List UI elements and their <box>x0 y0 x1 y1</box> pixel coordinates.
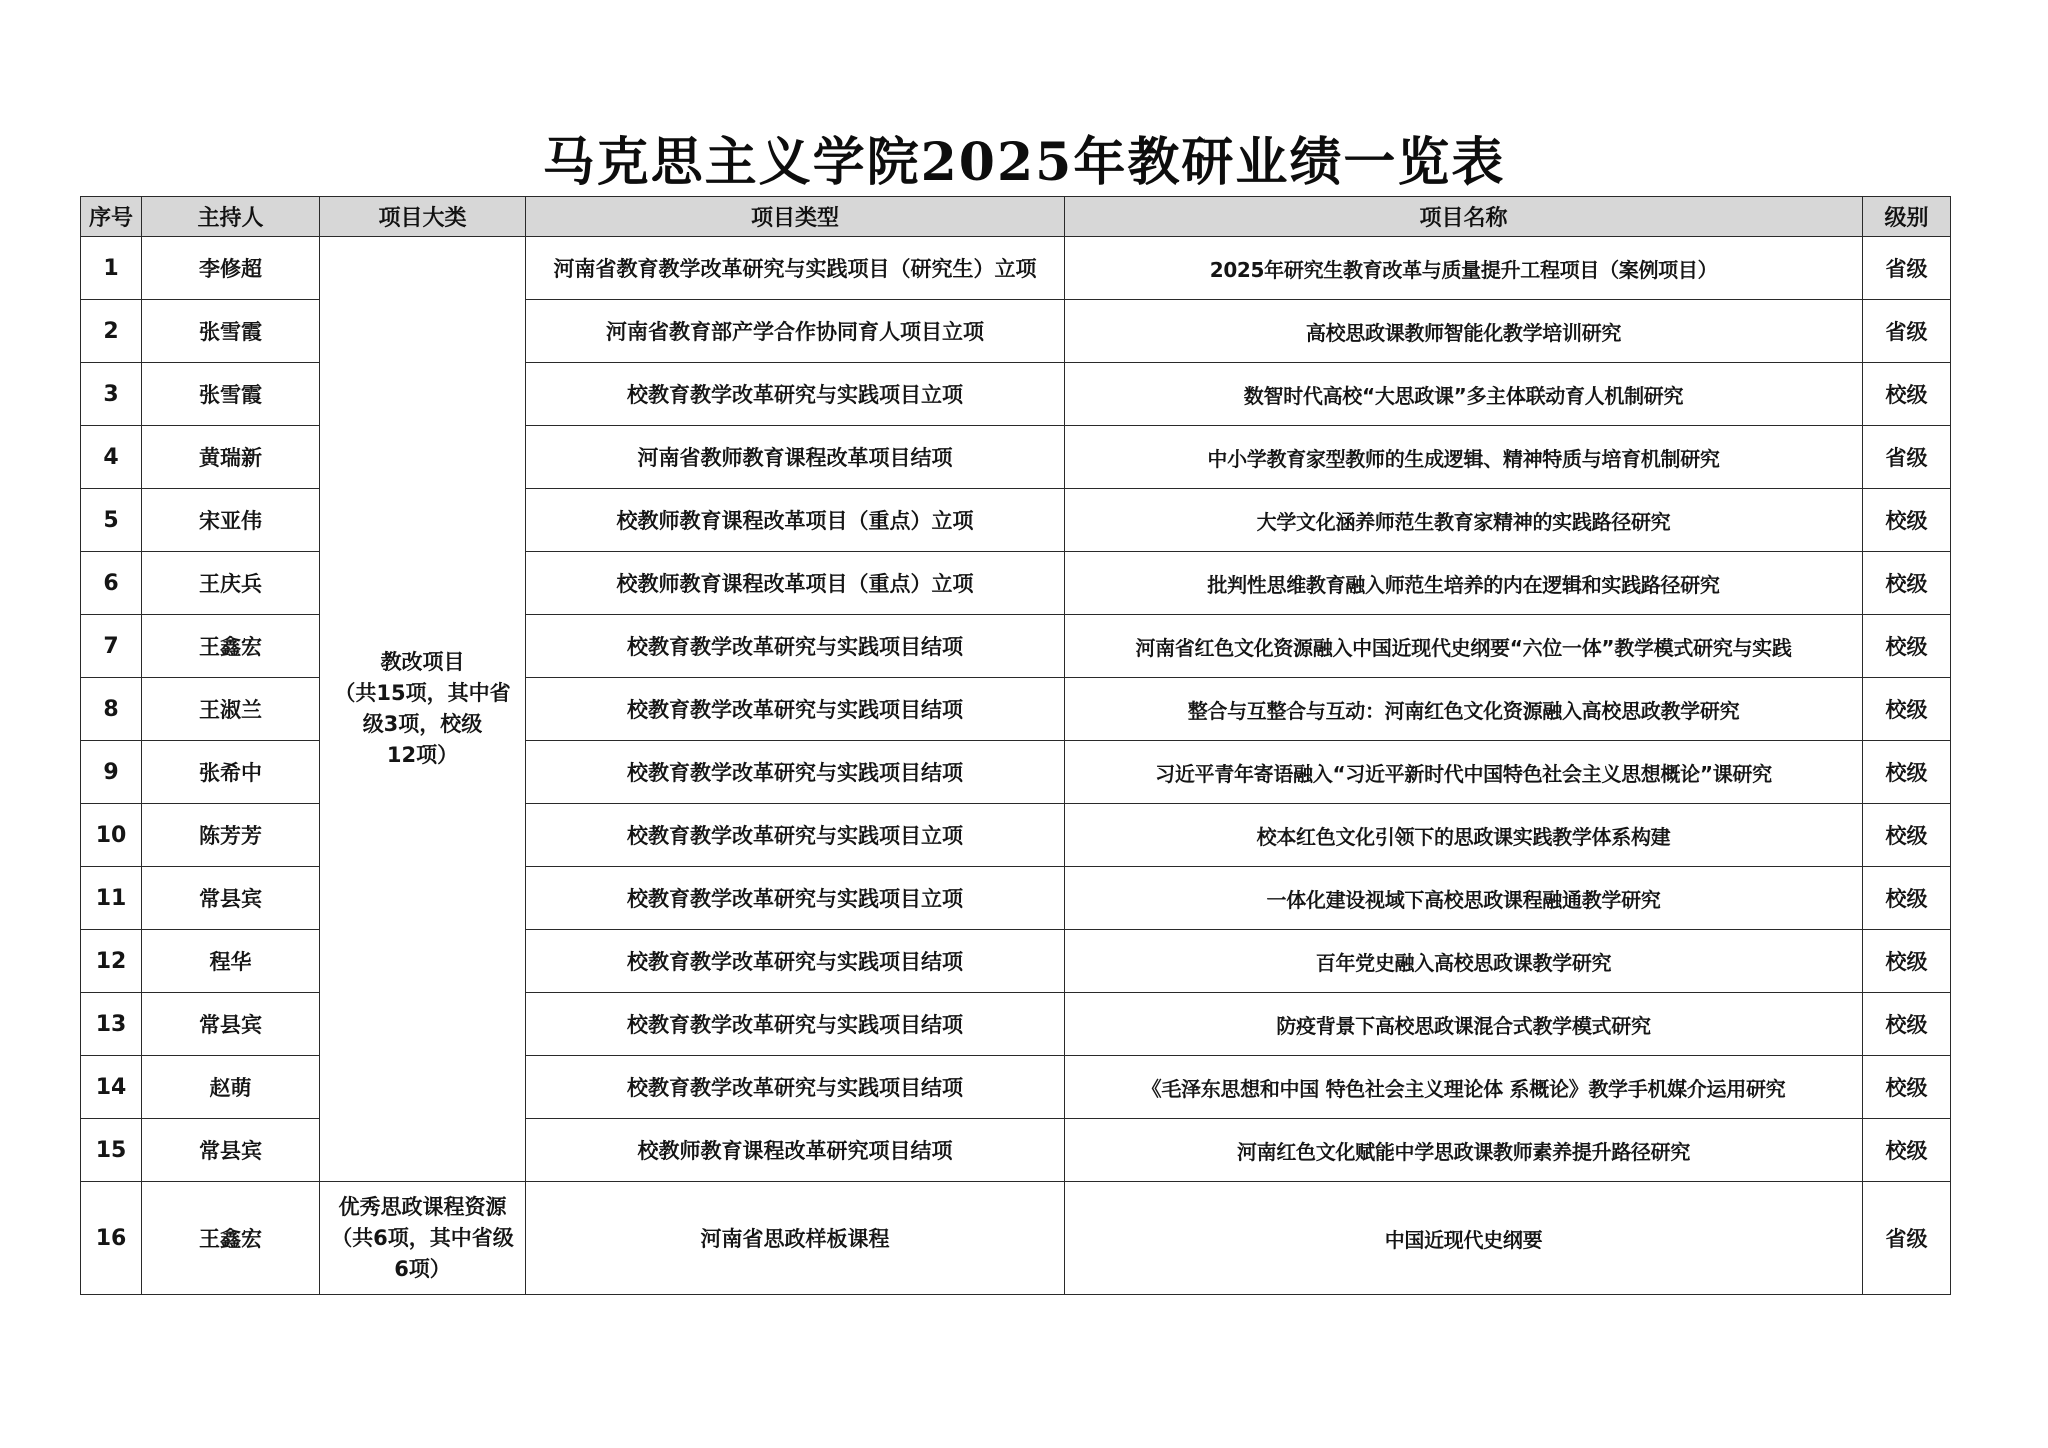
row-host: 宋亚伟 <box>142 489 320 552</box>
row-type: 校教育教学改革研究与实践项目立项 <box>526 804 1065 867</box>
row-project-name: 校本红色文化引领下的思政课实践教学体系构建 <box>1065 804 1863 867</box>
category-reform-line: 级3项，校级 <box>362 712 483 736</box>
row-type: 河南省思政样板课程 <box>526 1182 1065 1295</box>
row-index: 7 <box>81 615 142 678</box>
row-level: 校级 <box>1863 993 1951 1056</box>
category-course <box>320 1182 526 1295</box>
row-index: 11 <box>81 867 142 930</box>
row-index: 9 <box>81 741 142 804</box>
category-reform-line: 12项） <box>386 743 459 767</box>
row-project-name: 百年党史融入高校思政课教学研究 <box>1065 930 1863 993</box>
row-level: 校级 <box>1863 1119 1951 1182</box>
row-index: 13 <box>81 993 142 1056</box>
row-project-name: 大学文化涵养师范生教育家精神的实践路径研究 <box>1065 489 1863 552</box>
row-type: 校教师教育课程改革项目（重点）立项 <box>526 552 1065 615</box>
row-host: 王淑兰 <box>142 678 320 741</box>
row-level: 省级 <box>1863 300 1951 363</box>
row-host: 李修超 <box>142 237 320 300</box>
category-course-line: 6项） <box>394 1256 451 1281</box>
row-project-name: 数智时代高校“大思政课”多主体联动育人机制研究 <box>1065 363 1863 426</box>
row-project-name: 河南省红色文化资源融入中国近现代史纲要“六位一体”教学模式研究与实践 <box>1065 615 1863 678</box>
row-index: 8 <box>81 678 142 741</box>
row-project-name: 中国近现代史纲要 <box>1065 1182 1863 1295</box>
header-type: 项目类型 <box>526 197 1065 237</box>
row-host: 黄瑞新 <box>142 426 320 489</box>
row-host: 王庆兵 <box>142 552 320 615</box>
row-type: 河南省教育教学改革研究与实践项目（研究生）立项 <box>526 237 1065 300</box>
row-index: 3 <box>81 363 142 426</box>
row-level: 校级 <box>1863 363 1951 426</box>
row-level: 校级 <box>1863 930 1951 993</box>
row-level: 校级 <box>1863 804 1951 867</box>
row-index: 4 <box>81 426 142 489</box>
row-type: 校教师教育课程改革研究项目结项 <box>526 1119 1065 1182</box>
row-project-name: 整合与互整合与互动：河南红色文化资源融入高校思政教学研究 <box>1065 678 1863 741</box>
row-level: 省级 <box>1863 1182 1951 1295</box>
row-project-name: 一体化建设视域下高校思政课程融通教学研究 <box>1065 867 1863 930</box>
header-row <box>81 197 1951 237</box>
table-row <box>81 237 1951 300</box>
row-index: 16 <box>81 1182 142 1295</box>
row-level: 校级 <box>1863 489 1951 552</box>
header-name: 项目名称 <box>1065 197 1863 237</box>
row-level: 省级 <box>1863 426 1951 489</box>
row-level: 校级 <box>1863 1056 1951 1119</box>
row-type: 校教育教学改革研究与实践项目结项 <box>526 930 1065 993</box>
row-type: 校教育教学改革研究与实践项目结项 <box>526 1056 1065 1119</box>
row-level: 校级 <box>1863 678 1951 741</box>
row-index: 5 <box>81 489 142 552</box>
header-index: 序号 <box>81 197 142 237</box>
row-type: 校教育教学改革研究与实践项目结项 <box>526 993 1065 1056</box>
row-project-name: 批判性思维教育融入师范生培养的内在逻辑和实践路径研究 <box>1065 552 1863 615</box>
row-host: 赵萌 <box>142 1056 320 1119</box>
row-index: 12 <box>81 930 142 993</box>
row-index: 14 <box>81 1056 142 1119</box>
row-index: 1 <box>81 237 142 300</box>
header-level: 级别 <box>1863 197 1951 237</box>
row-level: 校级 <box>1863 615 1951 678</box>
row-level: 校级 <box>1863 552 1951 615</box>
row-type: 校教育教学改革研究与实践项目结项 <box>526 741 1065 804</box>
row-host: 常县宾 <box>142 1119 320 1182</box>
row-host: 张雪霞 <box>142 363 320 426</box>
row-index: 10 <box>81 804 142 867</box>
row-host: 王鑫宏 <box>142 615 320 678</box>
row-level: 省级 <box>1863 237 1951 300</box>
category-course-line: （共6项，其中省级 <box>331 1225 514 1250</box>
row-level: 校级 <box>1863 867 1951 930</box>
row-host: 程华 <box>142 930 320 993</box>
row-type: 校教育教学改革研究与实践项目结项 <box>526 678 1065 741</box>
row-project-name: 中小学教育家型教师的生成逻辑、精神特质与培育机制研究 <box>1065 426 1863 489</box>
row-type: 校教育教学改革研究与实践项目结项 <box>526 615 1065 678</box>
header-category: 项目大类 <box>320 197 526 237</box>
row-type: 校教育教学改革研究与实践项目立项 <box>526 867 1065 930</box>
category-reform-line: 教改项目 <box>380 650 465 674</box>
category-reform <box>320 237 526 1182</box>
row-project-name: 高校思政课教师智能化教学培训研究 <box>1065 300 1863 363</box>
row-project-name: 习近平青年寄语融入“习近平新时代中国特色社会主义思想概论”课研究 <box>1065 741 1863 804</box>
row-type: 河南省教师教育课程改革项目结项 <box>526 426 1065 489</box>
row-host: 张希中 <box>142 741 320 804</box>
category-reform-line: （共15项，其中省 <box>334 681 511 705</box>
header-host: 主持人 <box>142 197 320 237</box>
table-row <box>81 1182 1951 1295</box>
row-host: 常县宾 <box>142 867 320 930</box>
row-index: 15 <box>81 1119 142 1182</box>
row-type: 校教师教育课程改革项目（重点）立项 <box>526 489 1065 552</box>
row-project-name: 河南红色文化赋能中学思政课教师素养提升路径研究 <box>1065 1119 1863 1182</box>
row-index: 2 <box>81 300 142 363</box>
row-type: 校教育教学改革研究与实践项目立项 <box>526 363 1065 426</box>
row-host: 常县宾 <box>142 993 320 1056</box>
row-type: 河南省教育部产学合作协同育人项目立项 <box>526 300 1065 363</box>
row-project-name: 2025年研究生教育改革与质量提升工程项目（案例项目） <box>1065 237 1863 300</box>
category-course-line: 优秀思政课程资源 <box>338 1194 507 1219</box>
achievement-table <box>80 196 1951 1295</box>
row-host: 陈芳芳 <box>142 804 320 867</box>
page-title: 马克思主义学院2025年教研业绩一览表 <box>542 132 1506 193</box>
row-host: 王鑫宏 <box>142 1182 320 1295</box>
row-project-name: 防疫背景下高校思政课混合式教学模式研究 <box>1065 993 1863 1056</box>
row-index: 6 <box>81 552 142 615</box>
row-project-name: 《毛泽东思想和中国 特色社会主义理论体 系概论》教学手机媒介运用研究 <box>1065 1056 1863 1119</box>
row-level: 校级 <box>1863 741 1951 804</box>
row-host: 张雪霞 <box>142 300 320 363</box>
